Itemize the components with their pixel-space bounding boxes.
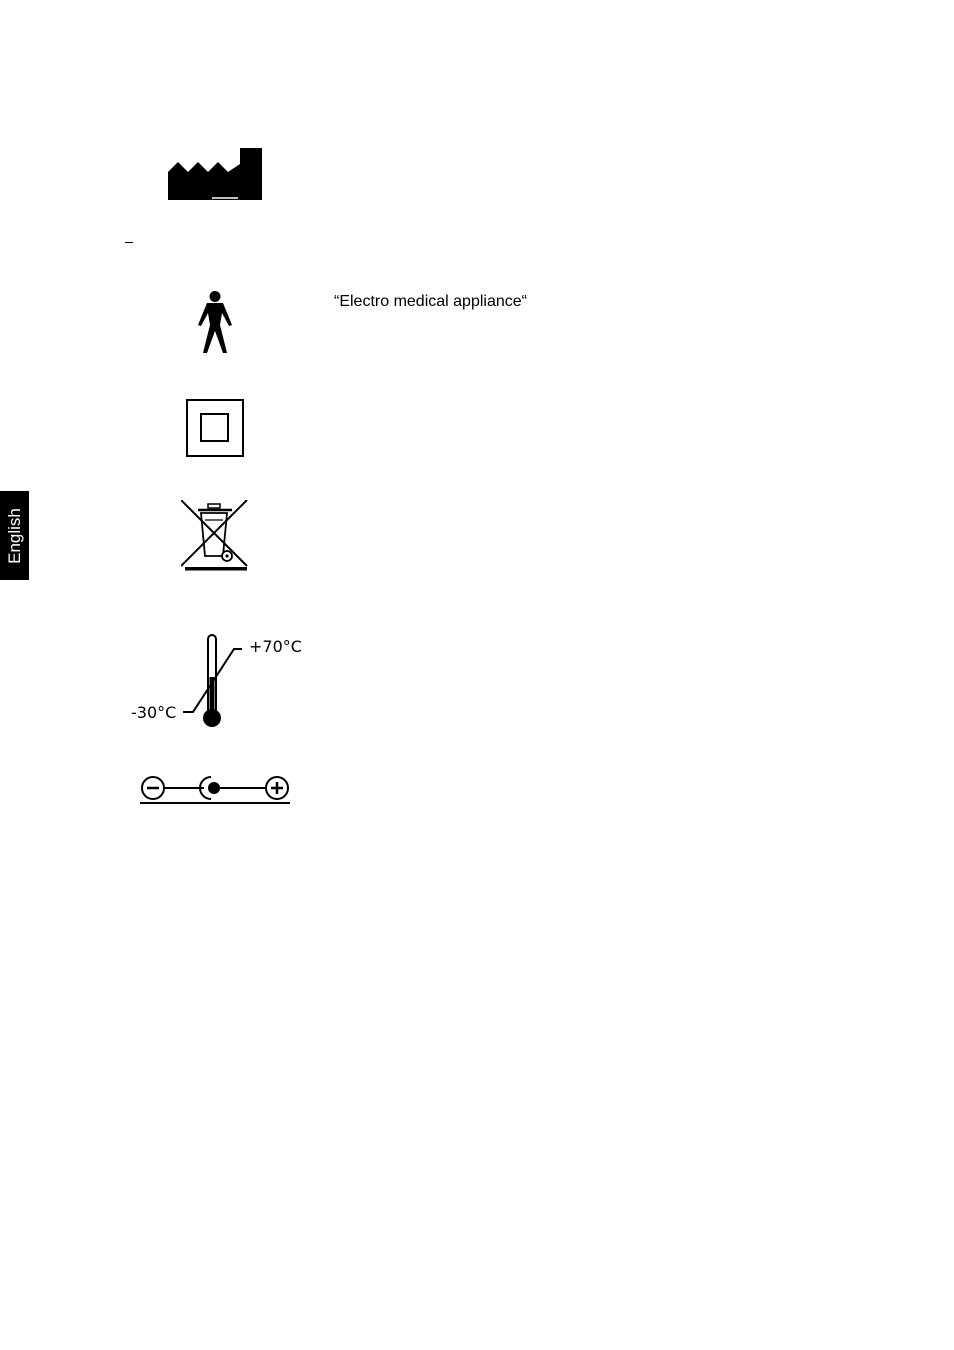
temperature-limit-icon <box>180 632 250 732</box>
protection-class-2-icon <box>185 398 245 458</box>
type-bf-applied-part-icon <box>194 291 236 355</box>
weee-disposal-icon <box>181 500 251 572</box>
dash-mark <box>125 242 133 243</box>
temperature-min-label: -30°C <box>131 703 177 722</box>
symbol-description: “Electro medical appliance“ <box>334 293 527 310</box>
language-tab <box>0 491 29 580</box>
temperature-max-label: +70°C <box>249 637 302 656</box>
language-tab-label: English <box>4 507 24 564</box>
manufacturer-icon <box>168 146 264 200</box>
dc-polarity-icon <box>138 772 294 808</box>
